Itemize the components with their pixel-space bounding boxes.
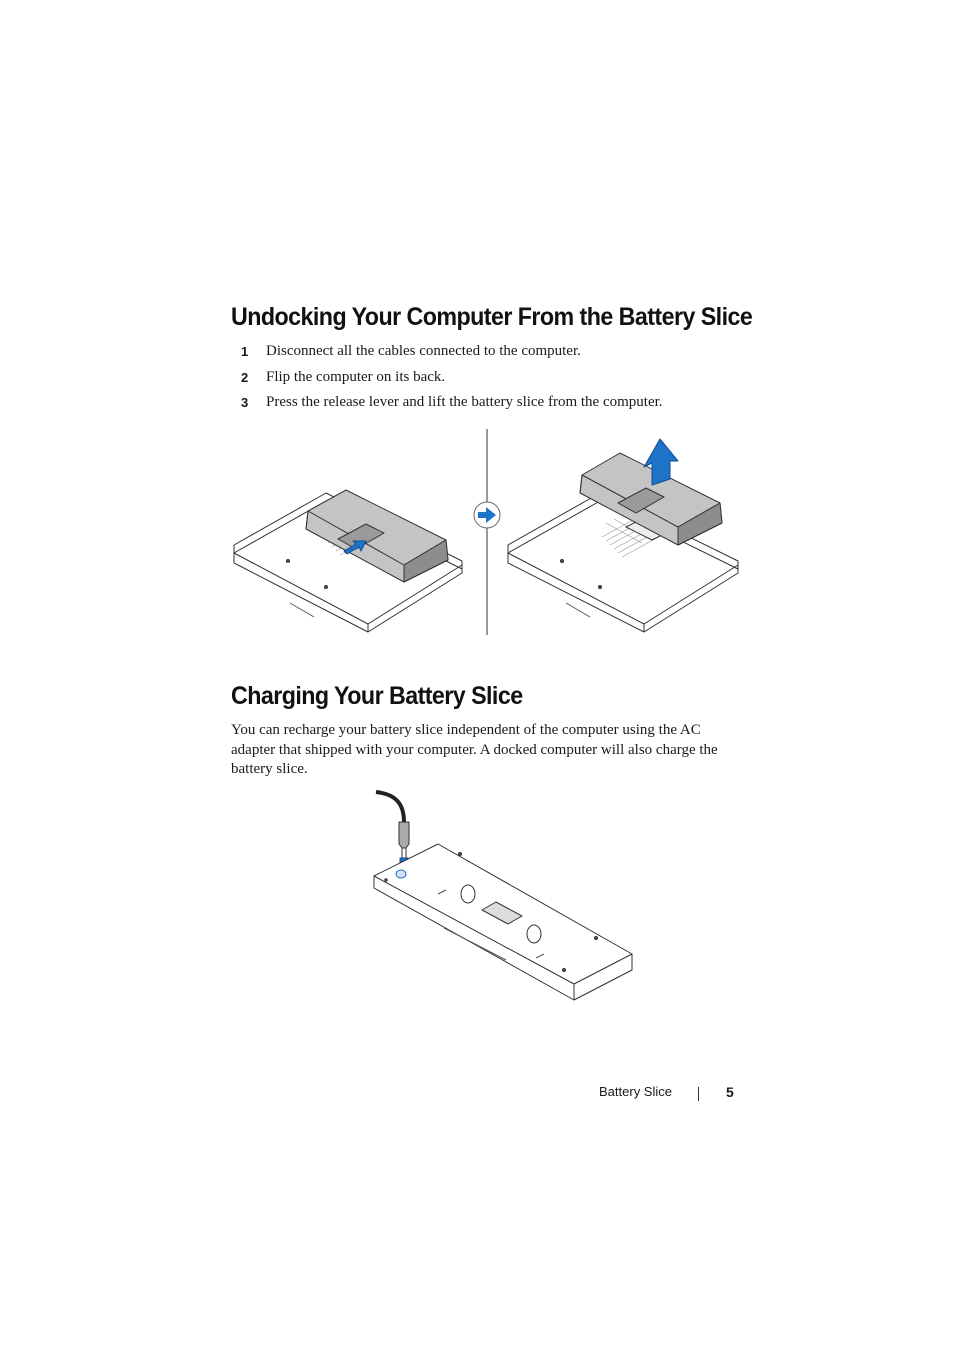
step-number: 2 <box>241 369 249 385</box>
step-number: 3 <box>241 395 249 410</box>
charging-port <box>396 870 406 878</box>
section-heading-undocking: Undocking Your Computer From the Battery Slice <box>231 303 753 331</box>
page-number: 5 <box>726 1084 734 1100</box>
ac-adapter-cable <box>376 792 404 822</box>
step-text: Flip the computer on its back. <box>266 368 446 385</box>
footer-separator <box>698 1087 699 1101</box>
section-heading-charging: Charging Your Battery Slice <box>231 682 523 710</box>
step-text: Disconnect all the cables connected to the computer. <box>266 343 581 359</box>
footer-title: Battery Slice <box>599 1084 672 1099</box>
charging-illustration <box>366 788 638 1004</box>
battery-slice-body <box>374 844 632 1000</box>
undocking-illustration <box>226 427 746 639</box>
step-text: Press the release lever and lift the battery slice from the computer. <box>266 394 663 410</box>
charging-paragraph: You can recharge your battery slice independent of the computer using the AC adapter that shipped with your computer. A docked computer will also charge the battery slice. <box>231 722 718 778</box>
ac-adapter-plug <box>399 822 409 848</box>
step-number: 1 <box>241 344 249 359</box>
page-footer <box>560 1084 740 1104</box>
